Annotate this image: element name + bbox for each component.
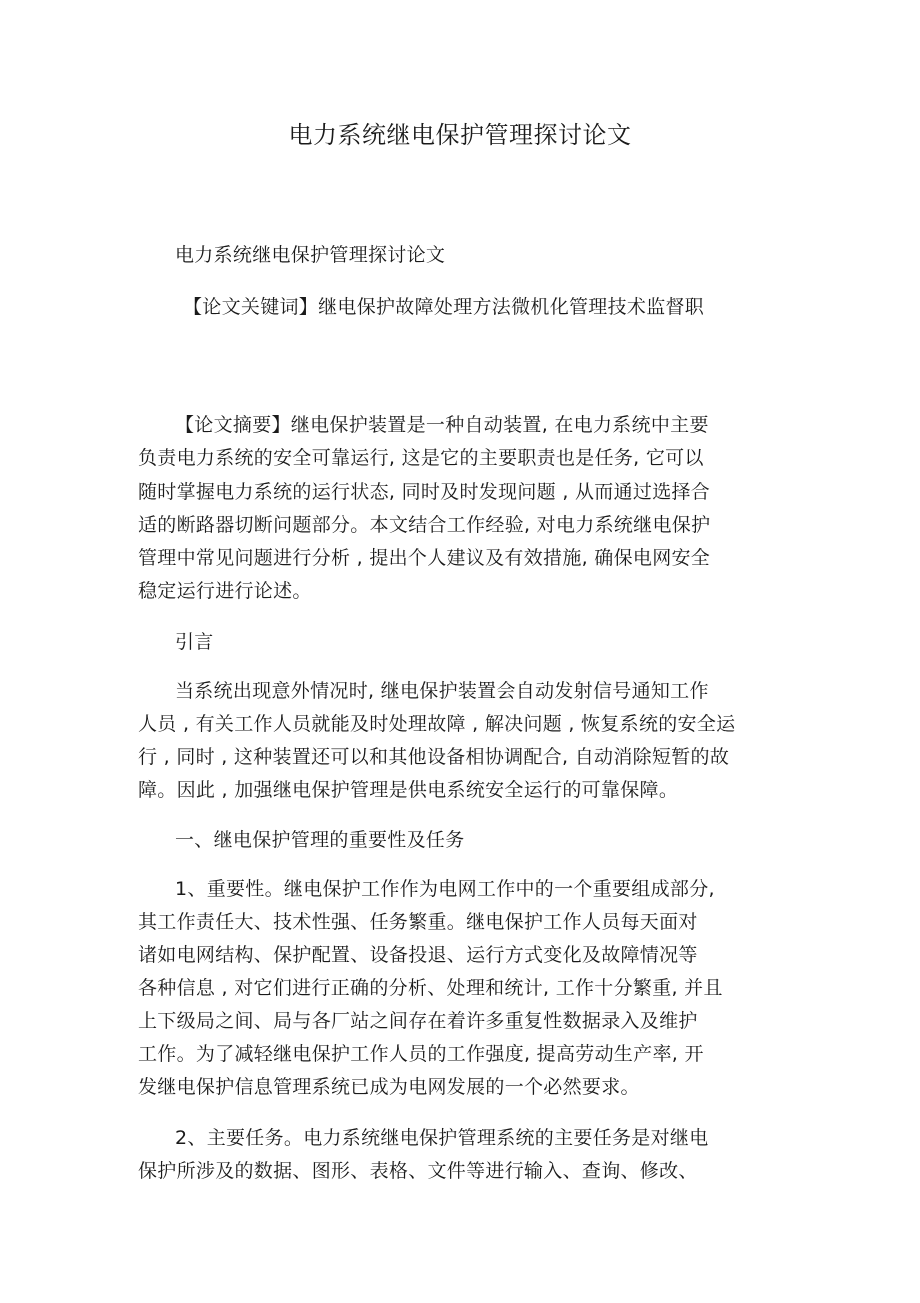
section1-p1-line: 发继电保护信息管理系统已成为电网发展的一个必然要求。 <box>138 1076 640 1098</box>
abstract-line: 管理中常见问题进行分析 , 提出个人建议及有效措施, 确保电网安全 <box>138 547 711 569</box>
abstract-line: 适的断路器切断问题部分。本文结合工作经验, 对电力系统继电保护 <box>138 514 711 536</box>
intro-line: 障。因此 , 加强继电保护管理是供电系统安全运行的可靠保障。 <box>138 779 679 801</box>
section1-p1-line: 上下级局之间、局与各厂站之间存在着许多重复性数据录入及维护 <box>138 1010 698 1032</box>
intro-line: 行 , 同时 , 这种装置还可以和其他设备相协调配合, 自动消除短暂的故 <box>138 746 730 768</box>
abstract-line: 【论文摘要】继电保护装置是一种自动装置, 在电力系统中主要 <box>175 414 709 436</box>
keywords-line: 【论文关键词】继电保护故障处理方法微机化管理技术监督职 <box>183 296 705 318</box>
section1-p1-line: 各种信息 , 对它们进行正确的分析、处理和统计, 工作十分繁重, 并且 <box>138 977 723 999</box>
abstract-line: 随时掌握电力系统的运行状态, 同时及时发现问题 , 从而通过选择合 <box>138 481 711 503</box>
section1-p1-line: 工作。为了减轻继电保护工作人员的工作强度, 提高劳动生产率, 开 <box>138 1043 704 1065</box>
intro-line: 当系统出现意外情况时, 继电保护装置会自动发射信号通知工作 <box>175 680 709 702</box>
intro-heading: 引言 <box>175 631 214 653</box>
subtitle: 电力系统继电保护管理探讨论文 <box>175 244 446 266</box>
abstract-line: 稳定运行进行论述。 <box>138 580 312 602</box>
intro-line: 人员 , 有关工作人员就能及时处理故障 , 解决问题 , 恢复系统的安全运 <box>138 713 736 735</box>
section1-p1-line: 1、重要性。继电保护工作作为电网工作中的一个重要组成部分, <box>175 878 715 900</box>
section1-p1-line: 诸如电网结构、保护配置、设备投退、运行方式变化及故障情况等 <box>138 944 698 966</box>
section1-p2-line: 2、主要任务。电力系统继电保护管理系统的主要任务是对继电 <box>175 1127 709 1149</box>
section1-p1-line: 其工作责任大、技术性强、任务繁重。继电保护工作人员每天面对 <box>138 911 698 933</box>
section1-heading: 一、继电保护管理的重要性及任务 <box>175 829 465 851</box>
document-title: 电力系统继电保护管理探讨论文 <box>288 121 632 149</box>
section1-p2-line: 保护所涉及的数据、图形、表格、文件等进行输入、查询、修改、 <box>138 1160 698 1182</box>
abstract-line: 负责电力系统的安全可靠运行, 这是它的主要职责也是任务, 它可以 <box>138 447 704 469</box>
